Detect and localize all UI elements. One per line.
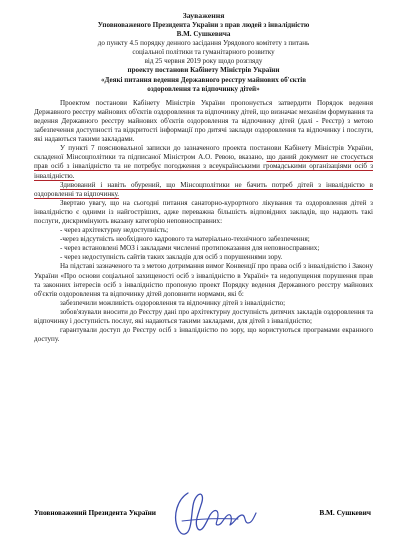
- list-item: - через недоступність сайтів таких закладів для осіб з порушеннями зору.: [60, 253, 283, 262]
- project-title-2: оздоровлення та відпочинку дітей»: [147, 84, 260, 93]
- document-title: Зауваження: [182, 11, 225, 20]
- list-item: - через архітектурну недоступність;: [60, 226, 169, 235]
- paragraph-3: [34, 181, 373, 199]
- signatory-title: Уповноважений Президента України: [34, 508, 156, 517]
- paragraph-2-highlight: що даний документ не стосується прав осіб з інвалідністю та не потребує погодження з всеукраїнськими громадськими організаціями осіб з інвалідністю.: [34, 153, 373, 180]
- paragraph-5: На підставі зазначеного та з метою дотримання вимог Конвенції про права осіб з інвалідністю і Закону України «Про основи соціальної захищеності осіб з інвалідністю в Україні» та недопущення порушення прав та законних інтересів осіб з інвалідністю пропоную проект Порядку ведення Державного реєстру майнових об'єктів оздоровлення та відпочинку дітей доповнити нормами, які б:: [34, 262, 373, 298]
- header-line-2: соціальної політики та гуманітарного розвитку: [132, 48, 275, 57]
- list-item: зобов'язували вносити до Реєстру дані про архітектурну доступність дитячих закладів оздоровлення та відпочинку і доступність послуг, які надаються такими закладами, для дітей з інвалідністю;: [34, 307, 373, 325]
- paragraph-3-highlight: Здивований і навіть обурений, що Мінсоцполітики не бачить потреб дітей з інвалідністю в оздоровленні та відпочинку.: [34, 180, 373, 198]
- header-line-1: до пункту 4.5 порядку денного засідання Урядового комітету з питань: [97, 39, 310, 48]
- paragraph-1: Проектом постанови Кабінету Міністрів України пропонується затвердити Порядок ведення Державного реєстру майнових об'єктів оздоровлення та відпочинку дітей, що визначає механізм формування та ведення Державного реєстру майнових об'єктів оздоровлення та відпочинку дітей (далі - Реєстр) з метою забезпечення доступності та відкритості інформації про дитячі заклади оздоровлення та відпочинку і послуги, які надаються такими закладами.: [34, 98, 373, 144]
- project-line: проекту постанови Кабінету Міністрів України: [127, 66, 280, 75]
- paragraph-4: Звертаю увагу, що на сьогодні питання санаторно-курортного лікування та оздоровлення дітей з інвалідністю є одними із найгостріших, адже переважна більшість відповідних закладів, що надають такі послуги, дискримінують вказану категорію неповносправних:: [34, 198, 373, 225]
- signature-row: [34, 508, 373, 524]
- author-line: Уповноваженого Президента України з прав людей з інвалідністю: [97, 21, 310, 29]
- list-item: забезпечили можливість оздоровлення та відпочинку дітей з інвалідністю;: [60, 298, 286, 307]
- list-item: гарантували доступ до Реєстру осіб з інвалідністю по зору, що користуються програмами екранного доступу.: [34, 326, 373, 344]
- list-item: - через встановлені МОЗ і закладами численні протипоказання для неповносправних;: [60, 244, 320, 253]
- list-item: -через відсутність необхідного кадрового та матеріально-технічного забезпечення;: [60, 235, 310, 244]
- project-title-1: «Деякі питання ведення Державного реєстру майнових об'єктів: [100, 75, 307, 84]
- paragraph-2: [34, 144, 373, 180]
- paragraph-2-text: У пункті 7 пояснювальної записки до зазначеного проекта постанови Кабінету Міністрів України, складеної Мінсоцполітики та підписаної Міністром А.О. Ревою, вказано,: [34, 144, 373, 162]
- header-line-3: від 25 червня 2019 року щодо розгляду: [144, 57, 263, 66]
- signatory-name: В.М. Сушкевич: [319, 508, 371, 517]
- author-name: В.М. Сушкевича: [176, 30, 231, 39]
